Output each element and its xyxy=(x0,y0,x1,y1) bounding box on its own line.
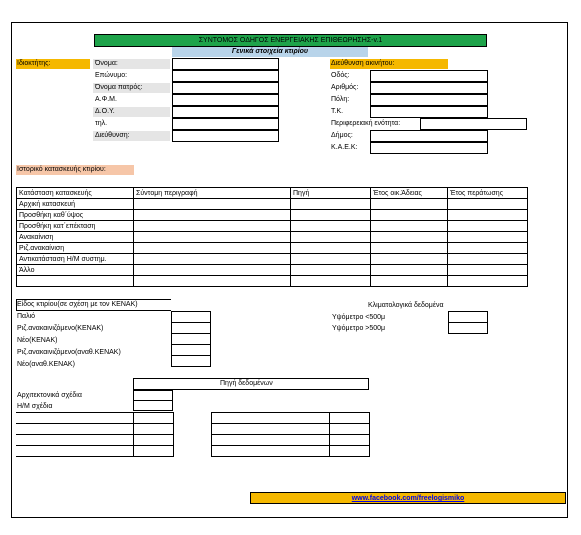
history-cell[interactable] xyxy=(371,254,448,265)
history-cell[interactable] xyxy=(371,221,448,232)
data-source-item: Αρχιτεκτονικά σχέδια xyxy=(17,392,82,399)
history-cell[interactable] xyxy=(448,199,528,210)
data-source-cell[interactable] xyxy=(330,446,370,457)
history-cell[interactable] xyxy=(134,210,291,221)
history-row-label: Προσθήκη κατ΄επέκταση xyxy=(17,221,134,232)
table-row xyxy=(17,254,528,265)
history-row-label: Αντικατάσταση Η/Μ συστημ. xyxy=(17,254,134,265)
owner-label-surname: Επώνυμο: xyxy=(95,72,128,79)
history-row-label: Αρχική κατασκευή xyxy=(17,199,134,210)
history-cell[interactable] xyxy=(17,276,134,287)
address-label-street: Οδός: xyxy=(331,72,350,79)
climate-item: Υψόμετρο <500μ xyxy=(332,314,386,321)
history-cell[interactable] xyxy=(448,210,528,221)
data-source-cell[interactable] xyxy=(330,424,370,435)
owner-label-afm: Α.Φ.Μ. xyxy=(95,96,117,103)
history-cell[interactable] xyxy=(134,199,291,210)
history-col-completion-year: Έτος περάτωσης xyxy=(448,188,528,199)
data-source-cell[interactable] xyxy=(16,413,133,424)
building-type-cell[interactable] xyxy=(172,334,211,345)
owner-name-input[interactable] xyxy=(172,58,279,70)
climate-above-500-input[interactable] xyxy=(448,322,488,334)
table-row xyxy=(17,199,528,210)
owner-label-name: Όνομα: xyxy=(95,60,118,67)
address-kaek-input[interactable] xyxy=(370,142,488,154)
history-col-status: Κατάσταση κατασκευής xyxy=(17,188,134,199)
table-row xyxy=(17,210,528,221)
data-source-left-boxes xyxy=(133,390,173,411)
address-label-postcode: Τ.Κ. xyxy=(331,108,344,115)
owner-phone-input[interactable] xyxy=(172,118,279,130)
history-cell[interactable] xyxy=(291,276,371,287)
table-row xyxy=(17,221,528,232)
history-cell[interactable] xyxy=(291,210,371,221)
history-cell[interactable] xyxy=(134,243,291,254)
form-subtitle: Γενικά στοιχεία κτιρίου xyxy=(172,47,368,57)
table-row xyxy=(17,276,528,287)
building-type-cell[interactable] xyxy=(172,323,211,334)
data-source-header: Πηγή δεδομένων xyxy=(220,380,273,387)
history-cell[interactable] xyxy=(371,243,448,254)
footer-bar xyxy=(250,492,566,504)
owner-label-phone: τηλ. xyxy=(95,120,108,127)
table-row xyxy=(17,232,528,243)
history-row-label: Προσθήκη καθ΄ύψος xyxy=(17,210,134,221)
history-col-permit-year: Έτος οικ.Άδειας xyxy=(371,188,448,199)
owner-afm-input[interactable] xyxy=(172,94,279,106)
owner-doy-input[interactable] xyxy=(172,106,279,118)
address-section-label: Διεύθυνση ακινήτου: xyxy=(330,59,448,69)
history-cell[interactable] xyxy=(448,232,528,243)
history-cell[interactable] xyxy=(134,265,291,276)
address-postcode-input[interactable] xyxy=(370,106,488,118)
data-source-cell[interactable] xyxy=(133,446,173,457)
data-source-item: Η/Μ σχέδια xyxy=(17,403,53,410)
data-source-cell[interactable] xyxy=(212,435,330,446)
history-cell[interactable] xyxy=(371,210,448,221)
building-type-item: Παλιό xyxy=(17,313,36,320)
data-source-cell[interactable] xyxy=(16,446,133,457)
building-type-header: Είδος κτιρίου(σε σχέση με τον ΚΕΝΑΚ) xyxy=(17,301,138,308)
history-cell[interactable] xyxy=(291,243,371,254)
data-source-extra-right xyxy=(211,412,370,457)
address-municipality-input[interactable] xyxy=(370,130,488,142)
building-type-cell[interactable] xyxy=(172,356,211,367)
data-source-cell[interactable] xyxy=(134,391,173,401)
owner-address-input[interactable] xyxy=(172,130,279,142)
data-source-cell[interactable] xyxy=(16,435,133,446)
data-source-cell[interactable] xyxy=(133,424,173,435)
history-col-source: Πηγή xyxy=(291,188,371,199)
data-source-cell[interactable] xyxy=(212,413,330,424)
history-cell[interactable] xyxy=(134,232,291,243)
history-cell[interactable] xyxy=(291,265,371,276)
data-source-cell[interactable] xyxy=(134,401,173,411)
building-type-cell[interactable] xyxy=(172,345,211,356)
climate-item: Υψόμετρο >500μ xyxy=(332,325,386,332)
history-section-label: Ιστορικό κατασκευής κτιρίου: xyxy=(16,165,134,175)
building-type-item: Ριζ.ανακαινιζόμενο(ΚΕΝΑΚ) xyxy=(17,325,104,332)
address-label-kaek: Κ.Α.Ε.Κ: xyxy=(331,144,358,151)
data-source-cell[interactable] xyxy=(133,413,173,424)
owner-label-father: Όνομα πατρός: xyxy=(95,84,143,91)
owner-surname-input[interactable] xyxy=(172,70,279,82)
history-cell[interactable] xyxy=(448,221,528,232)
history-header-row xyxy=(17,188,528,199)
history-cell[interactable] xyxy=(371,232,448,243)
data-source-extra-left xyxy=(16,412,174,457)
address-number-input[interactable] xyxy=(370,82,488,94)
history-cell[interactable] xyxy=(448,276,528,287)
data-source-cell[interactable] xyxy=(212,446,330,457)
owner-label-address: Διεύθυνση: xyxy=(95,132,130,139)
facebook-link[interactable]: www.facebook.com/freelogismiko xyxy=(351,495,465,502)
history-row-label: Ανακαίνιση xyxy=(17,232,134,243)
data-source-cell[interactable] xyxy=(16,424,133,435)
building-type-item: Νέο(ΚΕΝΑΚ) xyxy=(17,337,58,344)
history-col-description: Σύντομη περιγραφή xyxy=(134,188,291,199)
address-region-input[interactable] xyxy=(420,118,527,130)
history-cell[interactable] xyxy=(291,232,371,243)
address-street-input[interactable] xyxy=(370,70,488,82)
history-cell[interactable] xyxy=(134,254,291,265)
table-row xyxy=(17,265,528,276)
history-cell[interactable] xyxy=(448,243,528,254)
building-type-item: Νέο(αναθ.ΚΕΝΑΚ) xyxy=(17,361,75,368)
building-type-cell[interactable] xyxy=(172,312,211,323)
address-label-municipality: Δήμος: xyxy=(331,132,353,139)
history-cell[interactable] xyxy=(291,254,371,265)
history-row-label: Ριζ.ανακαίνιση xyxy=(17,243,134,254)
address-label-region: Περιφερειακή ενότητα: xyxy=(331,120,401,127)
history-cell[interactable] xyxy=(448,265,528,276)
history-cell[interactable] xyxy=(448,254,528,265)
history-cell[interactable] xyxy=(371,276,448,287)
history-cell[interactable] xyxy=(134,276,291,287)
data-source-cell[interactable] xyxy=(330,435,370,446)
history-cell[interactable] xyxy=(371,265,448,276)
history-cell[interactable] xyxy=(291,199,371,210)
history-cell[interactable] xyxy=(134,221,291,232)
data-source-cell[interactable] xyxy=(330,413,370,424)
data-source-cell[interactable] xyxy=(133,435,173,446)
history-cell[interactable] xyxy=(371,199,448,210)
building-type-boxes xyxy=(171,311,211,367)
history-cell[interactable] xyxy=(291,221,371,232)
owner-section-label: Ιδιοκτήτης: xyxy=(16,59,90,69)
history-table xyxy=(16,187,528,287)
address-label-city: Πόλη: xyxy=(331,96,350,103)
owner-label-doy: Δ.Ο.Υ. xyxy=(95,108,115,115)
owner-father-input[interactable] xyxy=(172,82,279,94)
data-source-cell[interactable] xyxy=(212,424,330,435)
building-type-item: Ριζ.ανακαινιζόμενο(αναθ.ΚΕΝΑΚ) xyxy=(17,349,121,356)
history-row-label: Άλλο xyxy=(17,265,134,276)
address-city-input[interactable] xyxy=(370,94,488,106)
climate-header: Κλιματολογικά δεδομένα xyxy=(368,302,444,309)
form-title: ΣΥΝΤΟΜΟΣ ΟΔΗΓΟΣ ΕΝΕΡΓΕΙΑΚΗΣ ΕΠΙΘΕΩΡΗΣΗΣ-v.1 xyxy=(94,34,487,47)
address-label-number: Αριθμός: xyxy=(331,84,359,91)
table-row xyxy=(17,243,528,254)
